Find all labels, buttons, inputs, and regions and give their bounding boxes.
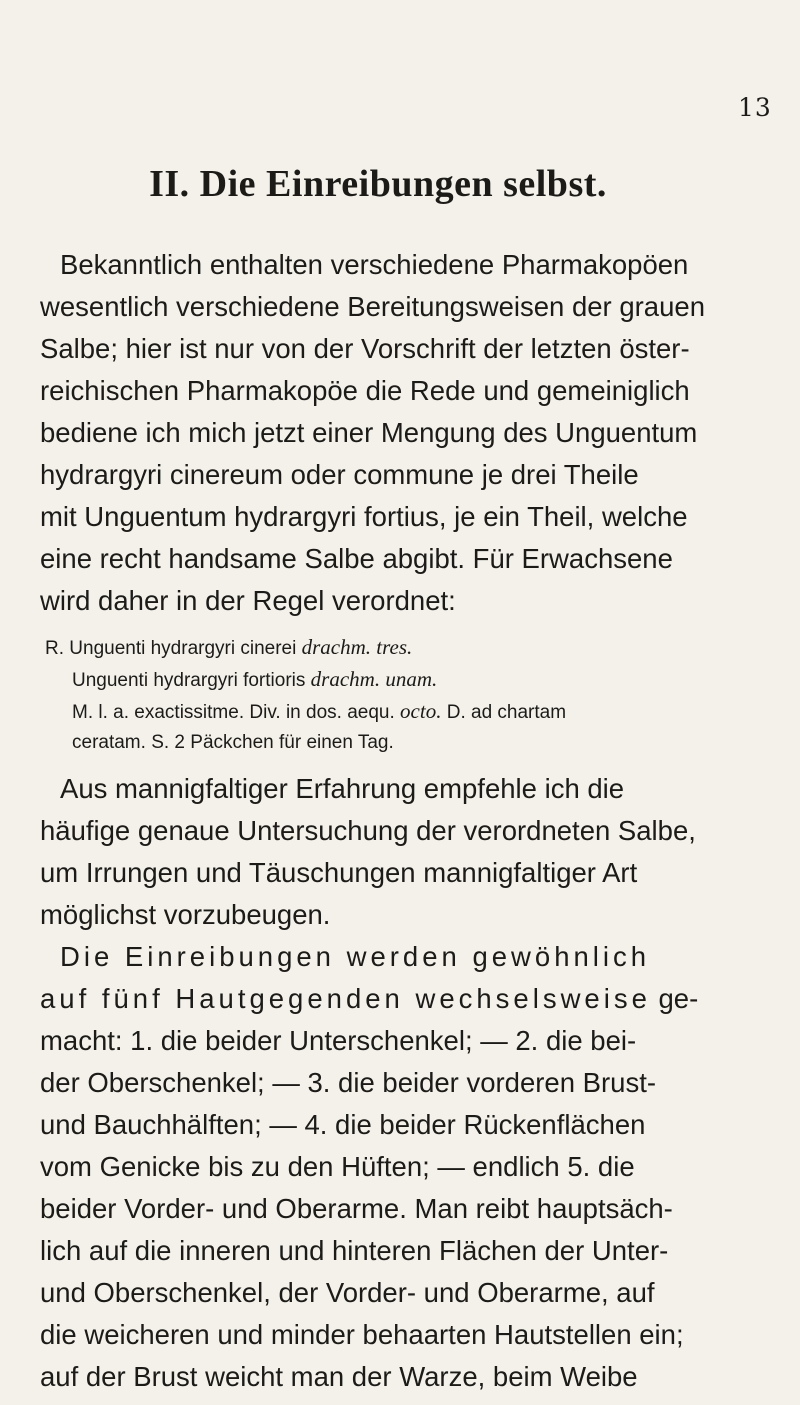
spaced-text: auf fünf Hautgegenden wechselsweise: [40, 983, 651, 1014]
prescription-dose: octo.: [400, 699, 442, 723]
text-line: bediene ich mich jetzt einer Mengung des Unguentum: [40, 417, 698, 448]
prescription-text: Unguenti hydrargyri fortioris: [72, 670, 311, 691]
prescription-dose: drachm. unam.: [310, 667, 438, 691]
prescription-line: [72, 698, 566, 726]
prescription-text: R. Unguenti hydrargyri cinerei: [45, 638, 302, 659]
text-line: beider Vorder- und Oberarme. Man reibt hauptsäch-: [40, 1193, 673, 1224]
text-line: Salbe; hier ist nur von der Vorschrift der letzten öster-: [40, 333, 690, 364]
prescription-line: [72, 666, 437, 694]
page-number: 13: [738, 93, 772, 122]
prescription-line: ceratam. S. 2 Päckchen für einen Tag.: [72, 732, 394, 753]
text-line: wesentlich verschiedene Bereitungsweisen der grauen: [40, 291, 705, 322]
text-line: macht: 1. die beider Unterschenkel; — 2. die bei-: [40, 1025, 637, 1056]
text-line: reichischen Pharmakopöe die Rede und gemeiniglich: [40, 375, 690, 406]
text-line: hydrargyri cinereum oder commune je drei Theile: [40, 459, 639, 490]
text-line: Aus mannigfaltiger Erfahrung empfehle ich die: [60, 773, 625, 804]
prescription-line: [45, 634, 412, 662]
text-line: [40, 982, 698, 1016]
text-line: die weicheren und minder behaarten Hautstellen ein;: [40, 1319, 684, 1350]
text-line: auf der Brust weicht man der Warze, beim Weibe: [40, 1361, 638, 1392]
text-line: der Oberschenkel; — 3. die beider vorderen Brust-: [40, 1067, 656, 1098]
text-line: wird daher in der Regel verordnet:: [40, 585, 456, 616]
text-line: lich auf die inneren und hinteren Flächen der Unter-: [40, 1235, 669, 1266]
text-line: und Oberschenkel, der Vorder- und Oberarme, auf: [40, 1277, 655, 1308]
prescription-text: D. ad chartam: [441, 702, 567, 723]
text-line: vom Genicke bis zu den Hüften; — endlich 5. die: [40, 1151, 635, 1182]
text-line-spaced: Die Einreibungen werden gewöhnlich: [60, 941, 651, 972]
text-line: Bekanntlich enthalten verschiedene Pharmakopöen: [60, 249, 689, 280]
prescription-text: M. l. a. exactissitme. Div. in dos. aequ.: [72, 702, 401, 723]
text-line: und Bauchhälften; — 4. die beider Rückenflächen: [40, 1109, 646, 1140]
text-line: eine recht handsame Salbe abgibt. Für Erwachsene: [40, 543, 673, 574]
text-fragment: ge-: [650, 983, 699, 1014]
text-line: möglichst vorzubeugen.: [40, 899, 331, 930]
prescription-dose: drachm. tres.: [301, 635, 413, 659]
text-line: häufige genaue Untersuchung der verordneten Salbe,: [40, 815, 696, 846]
section-heading: II. Die Einreibungen selbst.: [149, 163, 607, 205]
text-line: um Irrungen und Täuschungen mannigfaltiger Art: [40, 857, 638, 888]
text-line: mit Unguentum hydrargyri fortius, je ein Theil, welche: [40, 501, 688, 532]
